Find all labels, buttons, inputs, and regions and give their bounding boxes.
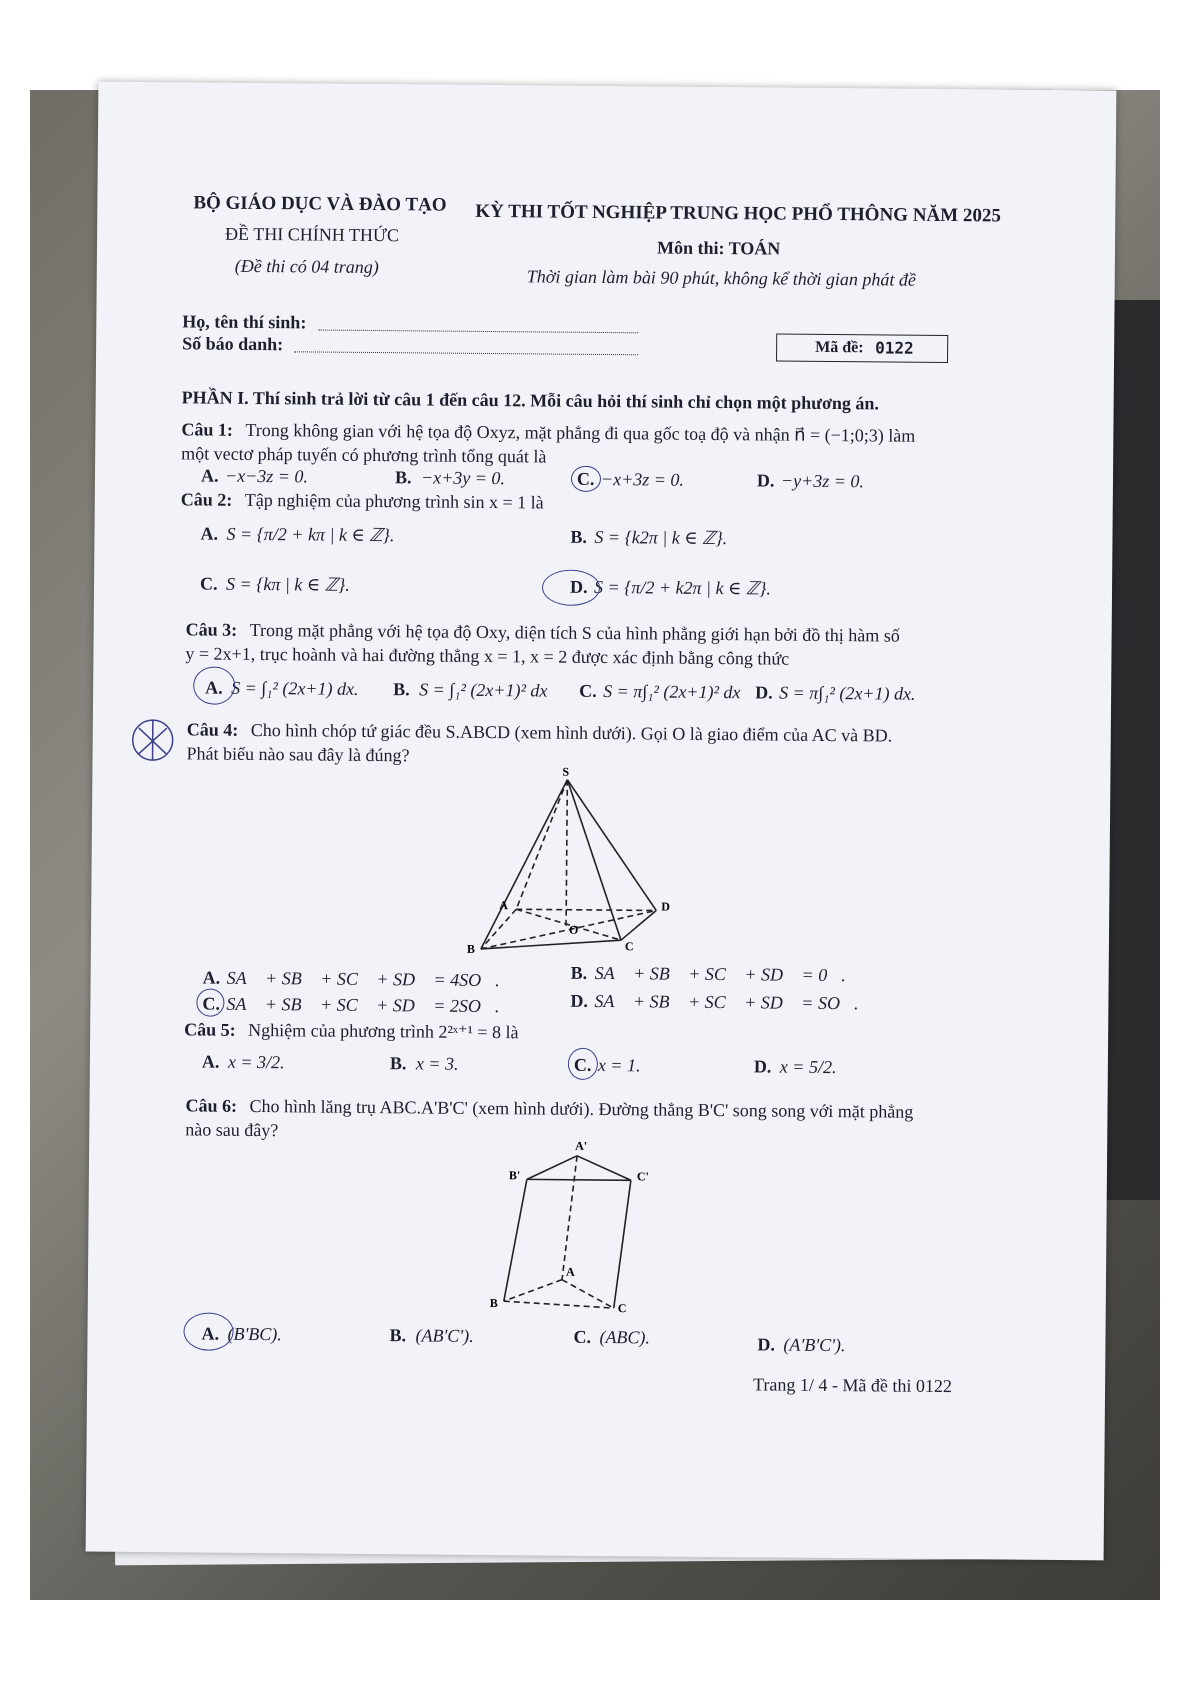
q1-answer-circle xyxy=(571,466,601,492)
q3-option-c: S = π∫₁² (2x+1)² dx xyxy=(603,681,741,703)
q6-label-c-prime: C' xyxy=(636,1169,649,1184)
q4-option-d-key: D. xyxy=(570,990,589,1011)
q1-option-d-key: D. xyxy=(756,470,775,491)
time-note: Thời gian làm bài 90 phút, không kể thời gian phát đề xyxy=(526,266,917,290)
q3-option-a: S = ∫₁² (2x+1) dx. xyxy=(231,677,359,699)
q6-label-b-prime: B' xyxy=(508,1168,521,1183)
ministry-name: BỘ GIÁO DỤC VÀ ĐÀO TẠO xyxy=(193,192,447,216)
q5-text: Nghiệm của phương trình 2²ˣ⁺¹ = 8 là xyxy=(248,1019,519,1043)
exam-code-label: Mã đề: xyxy=(815,338,864,357)
section-title: PHẦN I. Thí sinh trả lời từ câu 1 đến câu 12. Mỗi câu hỏi thí sinh chỉ chọn một phương án. xyxy=(181,387,880,414)
q4-label-a: A xyxy=(499,898,508,913)
q5-option-a: x = 3/2. xyxy=(227,1051,285,1073)
q2-option-c: S = {kπ | k ∈ ℤ}. xyxy=(225,573,350,595)
q1-option-c: −x+3z = 0. xyxy=(600,468,685,490)
q4-label: Câu 4: xyxy=(186,719,239,740)
q4-option-c: SA⃗ + SB⃗ + SC⃗ + SD⃗ = 2SO⃗. xyxy=(226,993,500,1017)
q6-label: Câu 6: xyxy=(185,1095,238,1116)
q2-option-a: S = {π/2 + kπ | k ∈ ℤ}. xyxy=(226,523,395,546)
q2-text: Tập nghiệm của phương trình sin x = 1 là xyxy=(244,489,544,513)
q3-option-d: S = π∫₁² (2x+1) dx. xyxy=(779,682,916,704)
official-label: ĐỀ THI CHÍNH THỨC xyxy=(225,223,399,246)
q4-option-a: SA⃗ + SB⃗ + SC⃗ + SD⃗ = 4SO⃗. xyxy=(226,967,500,991)
q6-label-a: A xyxy=(566,1264,575,1279)
exam-code-value: 0122 xyxy=(875,338,914,358)
q4-text-line1: Cho hình chóp tứ giác đều S.ABCD (xem hình dưới). Gọi O là giao điểm của AC và BD. xyxy=(250,719,893,746)
q6-label-a-prime: A' xyxy=(575,1138,588,1153)
q4-option-a-key: A. xyxy=(202,967,221,988)
q5-option-b: x = 3. xyxy=(415,1053,459,1074)
q6-option-b-key: B. xyxy=(389,1325,407,1346)
q1-option-c-key: C. xyxy=(576,468,595,489)
q1-option-b-key: B. xyxy=(394,467,412,488)
q5-option-b-key: B. xyxy=(389,1053,407,1074)
pages-note: (Đề thi có 04 trang) xyxy=(234,255,379,278)
q6-option-d: (A'B'C'). xyxy=(783,1334,846,1356)
q4-label-d: D xyxy=(661,899,670,914)
q6-text-line2: nào sau đây? xyxy=(185,1119,279,1141)
exam-code-box xyxy=(776,334,948,363)
q5-option-c: x = 1. xyxy=(597,1054,641,1076)
id-label: Số báo danh: xyxy=(182,333,284,355)
q5-label: Câu 5: xyxy=(184,1019,236,1040)
q6-option-b: (AB'C'). xyxy=(415,1325,474,1346)
q4-label-c: C xyxy=(624,939,634,954)
q2-option-d-key: D. xyxy=(569,576,588,597)
q5-answer-circle xyxy=(568,1048,598,1080)
q4-option-b: SA⃗ + SB⃗ + SC⃗ + SD⃗ = 0⃗. xyxy=(594,962,846,986)
q4-answer-circle xyxy=(196,988,224,1016)
q2-option-b: S = {k2π | k ∈ ℤ}. xyxy=(594,526,728,549)
q4-label-b: B xyxy=(466,941,475,956)
subject-label: Môn thi: TOÁN xyxy=(656,237,781,259)
exam-page xyxy=(86,82,1117,1561)
q2-label: Câu 2: xyxy=(180,489,233,510)
q1-option-a: −x−3z = 0. xyxy=(224,465,309,487)
q5-option-d-key: D. xyxy=(753,1056,772,1077)
q3-option-c-key: C. xyxy=(579,680,597,701)
q2-answer-circle xyxy=(542,569,600,606)
name-blank xyxy=(318,330,638,334)
q4-pyramid-figure xyxy=(461,764,703,971)
name-label: Họ, tên thí sinh: xyxy=(182,311,307,333)
q1-text-line2: một vectơ pháp tuyến có phương trình tổng quát là xyxy=(181,443,547,467)
q1-option-a-key: A. xyxy=(200,465,219,486)
q6-option-d-key: D. xyxy=(757,1334,776,1355)
exam-title: KỲ THI TỐT NGHIỆP TRUNG HỌC PHỔ THÔNG NĂM 2025 xyxy=(475,200,1001,227)
q1-text-line1: Trong không gian với hệ tọa độ Oxyz, mặt phẳng đi qua gốc toạ độ và nhận n⃗ = (−1;0;3) làm xyxy=(245,419,916,446)
q5-option-a-key: A. xyxy=(201,1051,220,1072)
q2-option-d: S = {π/2 + k2π | k ∈ ℤ}. xyxy=(593,576,772,599)
q2-option-b-key: B. xyxy=(570,526,588,547)
q3-answer-circle xyxy=(193,666,235,704)
q3-option-b-key: B. xyxy=(393,679,410,700)
id-blank xyxy=(294,351,638,355)
q5-option-d: x = 5/2. xyxy=(779,1056,837,1078)
q4-star-mark xyxy=(128,716,178,766)
q6-text-line1: Cho hình lăng trụ ABC.A'B'C' (xem hình dưới). Đường thẳng B'C' song song với mặt phẳng xyxy=(249,1095,914,1122)
q1-label: Câu 1: xyxy=(181,419,234,440)
q4-label-o: O xyxy=(568,922,579,937)
q1-option-b: −x+3y = 0. xyxy=(420,467,505,489)
q2-option-a-key: A. xyxy=(200,523,219,544)
q3-option-d-key: D. xyxy=(755,682,773,703)
q4-option-c-key: C. xyxy=(202,993,220,1014)
q6-answer-circle xyxy=(183,1312,233,1350)
page-footer: Trang 1/ 4 - Mã đề thi 0122 xyxy=(753,1374,952,1397)
q5-option-c-key: C. xyxy=(573,1054,592,1075)
q1-option-d: −y+3z = 0. xyxy=(780,470,864,492)
q3-option-a-key: A. xyxy=(205,677,223,698)
q4-label-s: S xyxy=(562,764,570,779)
q4-option-d: SA⃗ + SB⃗ + SC⃗ + SD⃗ = SO⃗. xyxy=(594,990,859,1014)
q3-label: Câu 3: xyxy=(185,619,238,640)
q6-option-a: (B'BC). xyxy=(227,1323,282,1345)
q6-option-c-key: C. xyxy=(573,1326,592,1347)
q3-text-line1: Trong mặt phẳng với hệ tọa độ Oxy, diện tích S của hình phẳng giới hạn bởi đồ thị hàm số xyxy=(249,619,900,646)
q4-option-b-key: B. xyxy=(570,962,588,983)
q6-label-c: C xyxy=(617,1301,627,1316)
q6-option-a-key: A. xyxy=(201,1323,220,1344)
q3-option-b: S = ∫₁² (2x+1)² dx xyxy=(419,679,548,701)
q3-text-line2: y = 2x+1, trục hoành và hai đường thẳng x = 1, x = 2 được xác định bằng công thức xyxy=(185,643,790,669)
q6-prism-figure xyxy=(489,1138,678,1321)
q6-option-c: (ABC). xyxy=(599,1327,651,1348)
q6-label-b: B xyxy=(489,1296,498,1311)
q4-text-line2: Phát biểu nào sau đây là đúng? xyxy=(186,743,410,766)
q2-option-c-key: C. xyxy=(199,573,218,594)
